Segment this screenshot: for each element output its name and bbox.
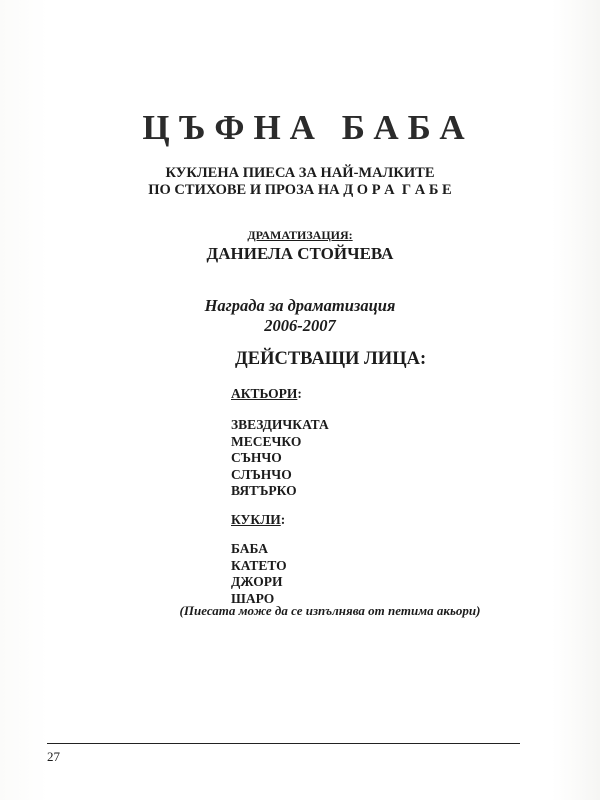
actor-item: СЪНЧО [231,450,282,465]
footer-rule [47,743,520,744]
page-number: 27 [47,749,60,764]
award-line-1: Награда за драматизация [204,296,396,315]
puppets-label [231,512,285,528]
puppet-item: КАТЕТО [231,557,287,573]
puppets-label-colon: : [280,512,286,527]
actors-label [231,386,302,402]
actors-label-colon: : [297,386,302,401]
actor-item: МЕСЕЧКО [231,433,302,449]
subtitle-line-2: ПО СТИХОВЕ И ПРОЗА НА Д О Р А Г А Б Е [148,182,452,198]
actors-label-text: АКТЬОРИ [231,386,298,401]
dramatization-label-text: ДРАМАТИЗАЦИЯ [247,228,349,242]
puppet-item: БАБА [231,541,268,556]
dramatization-label [0,228,600,243]
puppet-item: ШАРО [231,590,275,606]
puppet-item: ДЖОРИ [231,574,283,589]
actors-list [231,417,329,500]
award-line-2: 2006-2007 [264,316,336,335]
puppets-list [231,541,287,607]
dramatization-author: ДАНИЕЛА СТОЙЧЕВА [206,244,394,263]
puppets-label-text: КУКЛИ [231,512,281,527]
dramatization-label-colon: : [348,228,353,242]
characters-heading: ДЕЙСТВАЩИ ЛИЦА: [235,349,427,369]
subtitle-line-1: КУКЛЕНА ПИЕСА ЗА НАЙ-МАЛКИТЕ [165,165,435,181]
play-title: ЦЪФНА БАБА [142,108,474,147]
actor-item: ЗВЕЗДИЧКАТА [231,417,329,432]
performance-note: (Пиесата може да се изпълнява от петима акьори) [179,603,481,618]
actor-item: СЛЪНЧО [231,466,292,482]
actor-item: ВЯТЪРКО [231,483,297,498]
